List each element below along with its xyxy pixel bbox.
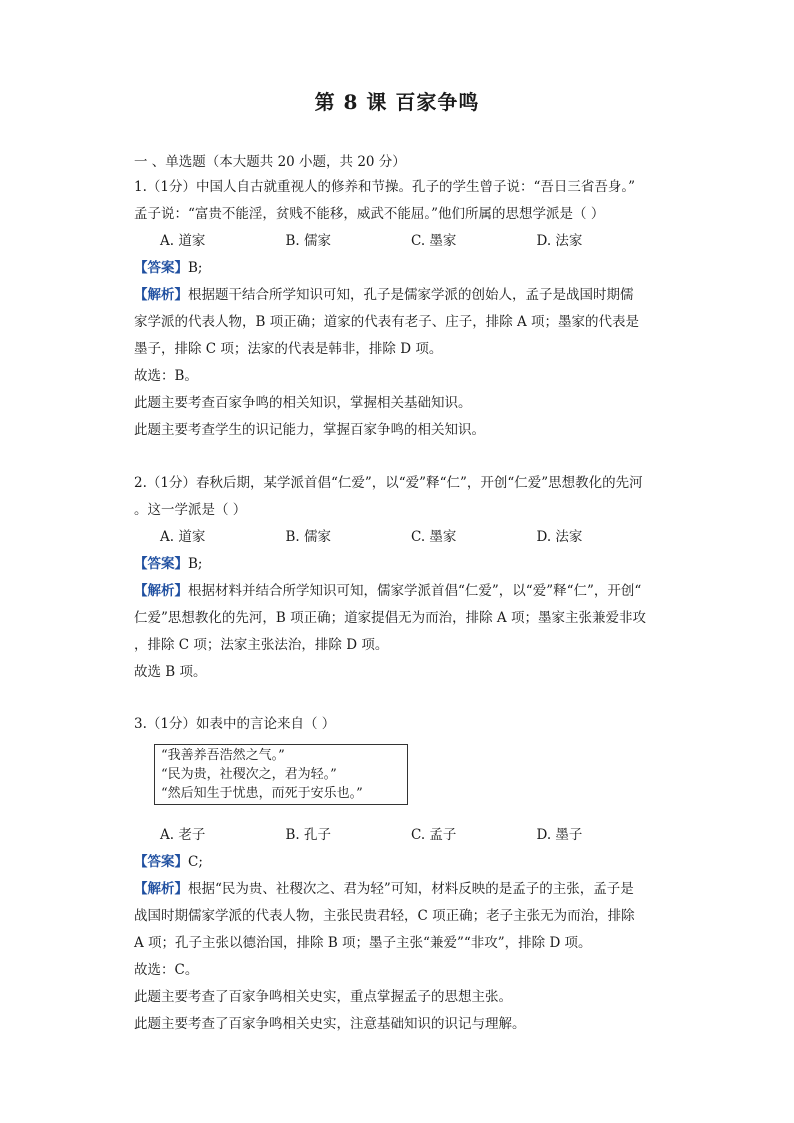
answer-tag: 【答案】 <box>134 854 188 870</box>
option-c: C. 墨家 <box>411 529 457 545</box>
answer-value: C; <box>188 854 203 870</box>
quote-line: “我善养吾浩然之气。” <box>161 748 285 763</box>
note-line: 故选 B 项。 <box>134 664 207 680</box>
option-a: A. 道家 <box>160 529 206 545</box>
analysis-tag: 【解析】 <box>134 287 188 303</box>
option-a: A. 道家 <box>160 233 206 249</box>
analysis-line: 仁爱”思想教化的先河，B 项正确；道家提倡无为而治，排除 A 项；墨家主张兼爱非攻 <box>134 610 646 626</box>
answer-options <box>134 228 662 255</box>
option-c: C. 墨家 <box>411 233 457 249</box>
option-b: B. 儒家 <box>285 233 332 249</box>
analysis-tag: 【解析】 <box>134 583 188 599</box>
quote-line: “然后知生于忧患，而死于安乐也。” <box>161 786 363 801</box>
option-a: A. 老子 <box>160 827 206 843</box>
answer-tag: 【答案】 <box>134 260 188 276</box>
analysis-line <box>134 578 662 605</box>
option-b: B. 孔子 <box>285 827 332 843</box>
answer-line <box>134 551 662 578</box>
analysis-line: A 项；孔子主张以德治国，排除 B 项；墨子主张“兼爱”“非攻”，排除 D 项。 <box>134 935 592 951</box>
option-d: D. 法家 <box>536 233 583 249</box>
question-stem-line: 孟子说：“富贵不能淫，贫贱不能移，威武不能屈。”他们所属的思想学派是（ ） <box>134 206 605 222</box>
answer-tag: 【答案】 <box>134 556 188 572</box>
option-d: D. 法家 <box>536 529 583 545</box>
quote-line: “民为贵，社稷次之，君为轻。” <box>161 767 337 782</box>
analysis-line <box>134 282 662 309</box>
question-2 <box>134 470 662 686</box>
option-d: D. 墨子 <box>536 827 583 843</box>
analysis-text: 根据材料并结合所学知识可知，儒家学派首倡“仁爱”，以“爱”释“仁”，开创“ <box>188 583 642 599</box>
question-stem-line: 3.（1分）如表中的言论来自（ ） <box>134 716 336 732</box>
answer-value: B; <box>188 260 203 276</box>
answer-value: B; <box>188 556 203 572</box>
analysis-text: 根据“民为贵、社稷次之、君为轻”可知，材料反映的是孟子的主张，孟子是 <box>188 881 634 897</box>
analysis-tag: 【解析】 <box>134 881 188 897</box>
question-stem-line: 。这一学派是（ ） <box>134 502 247 518</box>
answer-options <box>134 524 662 551</box>
analysis-line <box>134 876 662 903</box>
analysis-line: 墨子，排除 C 项；法家的代表是韩非，排除 D 项。 <box>134 341 443 357</box>
option-c: C. 孟子 <box>411 827 457 843</box>
note-line: 此题主要考查了百家争鸣相关史实，重点掌握孟子的思想主张。 <box>134 989 512 1005</box>
question-3 <box>134 711 662 1038</box>
note-line: 故选：C。 <box>134 962 199 978</box>
option-b: B. 儒家 <box>285 529 332 545</box>
answer-line <box>134 255 662 282</box>
note-line: 此题主要考查百家争鸣的相关知识，掌握相关基础知识。 <box>134 395 472 411</box>
analysis-line: 战国时期儒家学派的代表人物，主张民贵君轻，C 项正确；老子主张无为而治，排除 <box>134 908 635 924</box>
question-1 <box>134 174 662 444</box>
section-heading: 一 、单选题（本大题共 20 小题，共 20 分） <box>134 154 406 170</box>
analysis-line: 家学派的代表人物，B 项正确；道家的代表有老子、庄子，排除 A 项；墨家的代表是 <box>134 314 640 330</box>
question-stem-line: 1.（1分）中国人自古就重视人的修养和节操。孔子的学生曾子说：“吾日三省吾身。” <box>134 179 636 195</box>
quote-table <box>154 744 408 805</box>
note-line: 故选：B。 <box>134 368 198 384</box>
page-title: 第 8 课 百家争鸣 <box>314 90 480 114</box>
note-line: 此题主要考查学生的识记能力，掌握百家争鸣的相关知识。 <box>134 422 485 438</box>
question-stem-line: 2.（1分）春秋后期，某学派首倡“仁爱”，以“爱”释“仁”，开创“仁爱”思想教化的先河 <box>134 475 643 491</box>
analysis-line: ，排除 C 项；法家主张法治，排除 D 项。 <box>134 637 389 653</box>
note-line: 此题主要考查了百家争鸣相关史实，注意基础知识的识记与理解。 <box>134 1016 526 1032</box>
analysis-text: 根据题干结合所学知识可知，孔子是儒家学派的创始人，孟子是战国时期儒 <box>188 287 634 303</box>
answer-options <box>134 822 662 849</box>
answer-line <box>134 849 662 876</box>
